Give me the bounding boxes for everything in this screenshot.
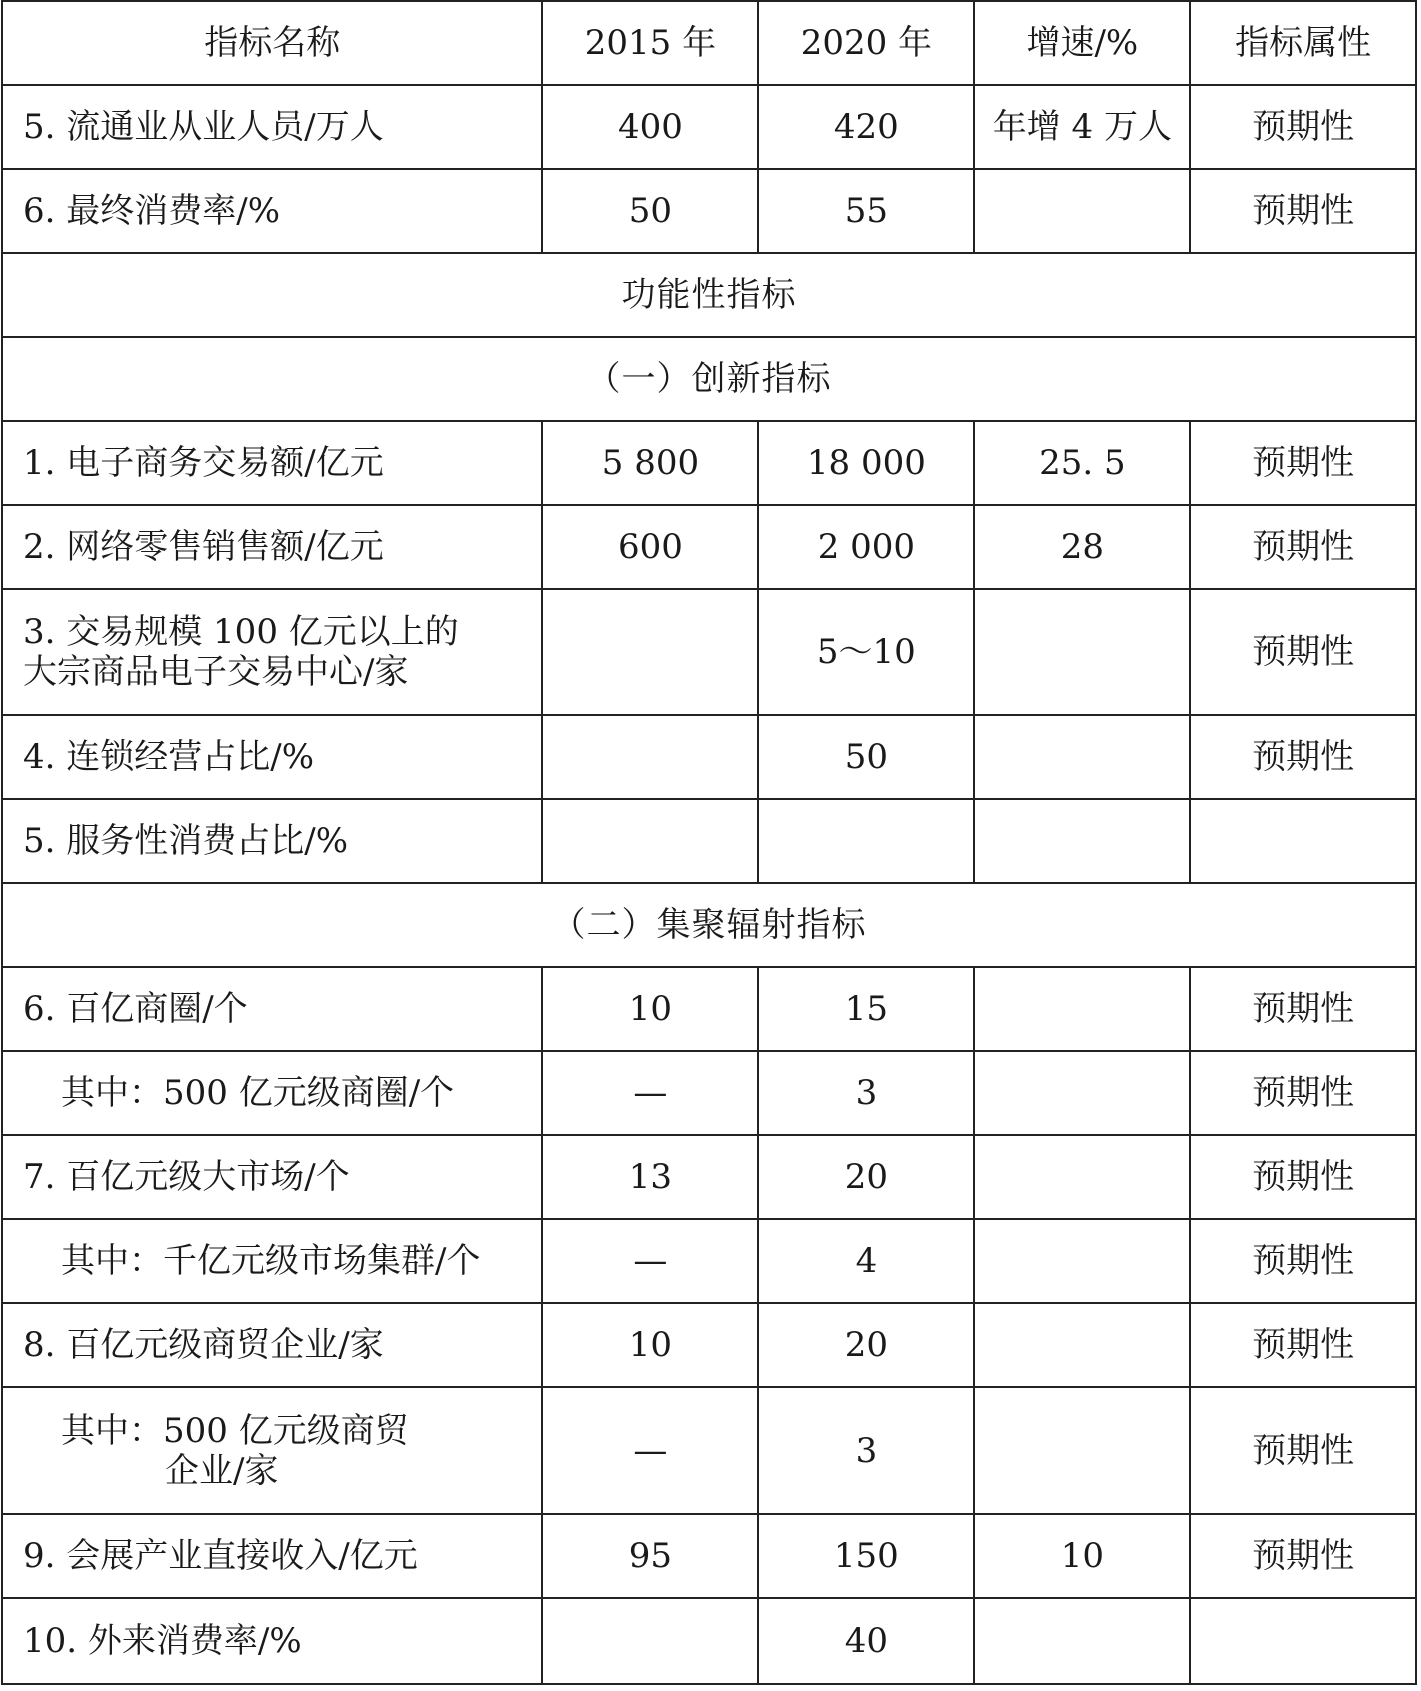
header-2020: 2020 年 [758,1,974,85]
cell-2020: 20 [758,1303,974,1387]
cell-growth [974,1135,1190,1219]
table-row [2,1051,1416,1135]
cell-attribute: 预期性 [1190,715,1416,799]
cell-2015: — [542,1387,758,1514]
cell-attribute: 预期性 [1190,421,1416,505]
cell-name: 其中：500 亿元级商圈/个 [2,1051,542,1135]
header-attribute: 指标属性 [1190,1,1416,85]
cell-name [2,589,542,715]
cell-2020: 20 [758,1135,974,1219]
cell-2015 [542,589,758,715]
table-row [2,1514,1416,1598]
cell-2020: 420 [758,85,974,169]
cell-name: 6. 最终消费率/% [2,169,542,253]
table-row [2,1135,1416,1219]
table-row [2,85,1416,169]
cell-name: 其中：千亿元级市场集群/个 [2,1219,542,1303]
section-row [2,337,1416,421]
cell-growth: 10 [974,1514,1190,1598]
cell-attribute [1190,799,1416,883]
header-row [2,1,1416,85]
cell-growth [974,799,1190,883]
cell-2015: — [542,1219,758,1303]
cell-2015 [542,799,758,883]
header-2015: 2015 年 [542,1,758,85]
cell-attribute: 预期性 [1190,967,1416,1051]
cell-name: 10. 外来消费率/% [2,1598,542,1684]
cell-growth: 年增 4 万人 [974,85,1190,169]
cell-growth [974,589,1190,715]
cell-growth: 28 [974,505,1190,589]
cell-2015: 95 [542,1514,758,1598]
cell-2015: 600 [542,505,758,589]
cell-2020: 18 000 [758,421,974,505]
table-row [2,169,1416,253]
cell-2015: 50 [542,169,758,253]
cell-2015: 10 [542,967,758,1051]
cell-growth [974,169,1190,253]
cell-2020: 55 [758,169,974,253]
cell-2020: 3 [758,1051,974,1135]
cell-2015: 10 [542,1303,758,1387]
table-row [2,1387,1416,1514]
cell-name: 7. 百亿元级大市场/个 [2,1135,542,1219]
cell-2020: 15 [758,967,974,1051]
cell-attribute: 预期性 [1190,1051,1416,1135]
table-row [2,1598,1416,1684]
cell-growth [974,1387,1190,1514]
cell-name: 5. 流通业从业人员/万人 [2,85,542,169]
header-indicator-name: 指标名称 [2,1,542,85]
table-row [2,589,1416,715]
cell-attribute: 预期性 [1190,589,1416,715]
table-row [2,421,1416,505]
cell-name: 8. 百亿元级商贸企业/家 [2,1303,542,1387]
cell-attribute: 预期性 [1190,169,1416,253]
cell-attribute: 预期性 [1190,1135,1416,1219]
cell-2020: 50 [758,715,974,799]
cell-2015: 13 [542,1135,758,1219]
cell-attribute: 预期性 [1190,85,1416,169]
cell-name: 6. 百亿商圈/个 [2,967,542,1051]
table-row [2,715,1416,799]
cell-2015: — [542,1051,758,1135]
cell-2015: 5 800 [542,421,758,505]
indicator-table [1,0,1417,1685]
cell-name: 4. 连锁经营占比/% [2,715,542,799]
cell-2020: 3 [758,1387,974,1514]
cell-name: 1. 电子商务交易额/亿元 [2,421,542,505]
cell-2020: 2 000 [758,505,974,589]
cell-growth [974,715,1190,799]
table-row [2,967,1416,1051]
cell-attribute [1190,1598,1416,1684]
cell-attribute: 预期性 [1190,1219,1416,1303]
table-row [2,799,1416,883]
section-row [2,883,1416,967]
table-row [2,1219,1416,1303]
header-growth: 增速/% [974,1,1190,85]
section-agglomeration-title: （二）集聚辐射指标 [2,883,1416,967]
cell-2015: 400 [542,85,758,169]
section-functional-title: 功能性指标 [2,253,1416,337]
cell-2020: 40 [758,1598,974,1684]
cell-name-line1: 其中：500 亿元级商贸 [61,1410,409,1451]
cell-growth [974,1303,1190,1387]
cell-growth [974,1219,1190,1303]
cell-2015 [542,715,758,799]
table-row [2,1303,1416,1387]
section-innovation-title: （一）创新指标 [2,337,1416,421]
cell-name-line2: 企业/家 [165,1450,279,1491]
cell-2020 [758,799,974,883]
cell-2020: 5～10 [758,589,974,715]
cell-name-line2: 大宗商品电子交易中心/家 [23,652,409,692]
cell-attribute: 预期性 [1190,505,1416,589]
cell-2015 [542,1598,758,1684]
cell-attribute: 预期性 [1190,1514,1416,1598]
section-row [2,253,1416,337]
cell-attribute: 预期性 [1190,1303,1416,1387]
cell-name: 2. 网络零售销售额/亿元 [2,505,542,589]
cell-2020: 4 [758,1219,974,1303]
table-row [2,505,1416,589]
cell-name-line1: 3. 交易规模 100 亿元以上的 [23,612,459,652]
cell-name: 9. 会展产业直接收入/亿元 [2,1514,542,1598]
cell-attribute: 预期性 [1190,1387,1416,1514]
cell-2020: 150 [758,1514,974,1598]
cell-growth [974,967,1190,1051]
cell-name: 5. 服务性消费占比/% [2,799,542,883]
cell-growth [974,1598,1190,1684]
cell-growth: 25. 5 [974,421,1190,505]
cell-name [2,1387,542,1514]
cell-growth [974,1051,1190,1135]
